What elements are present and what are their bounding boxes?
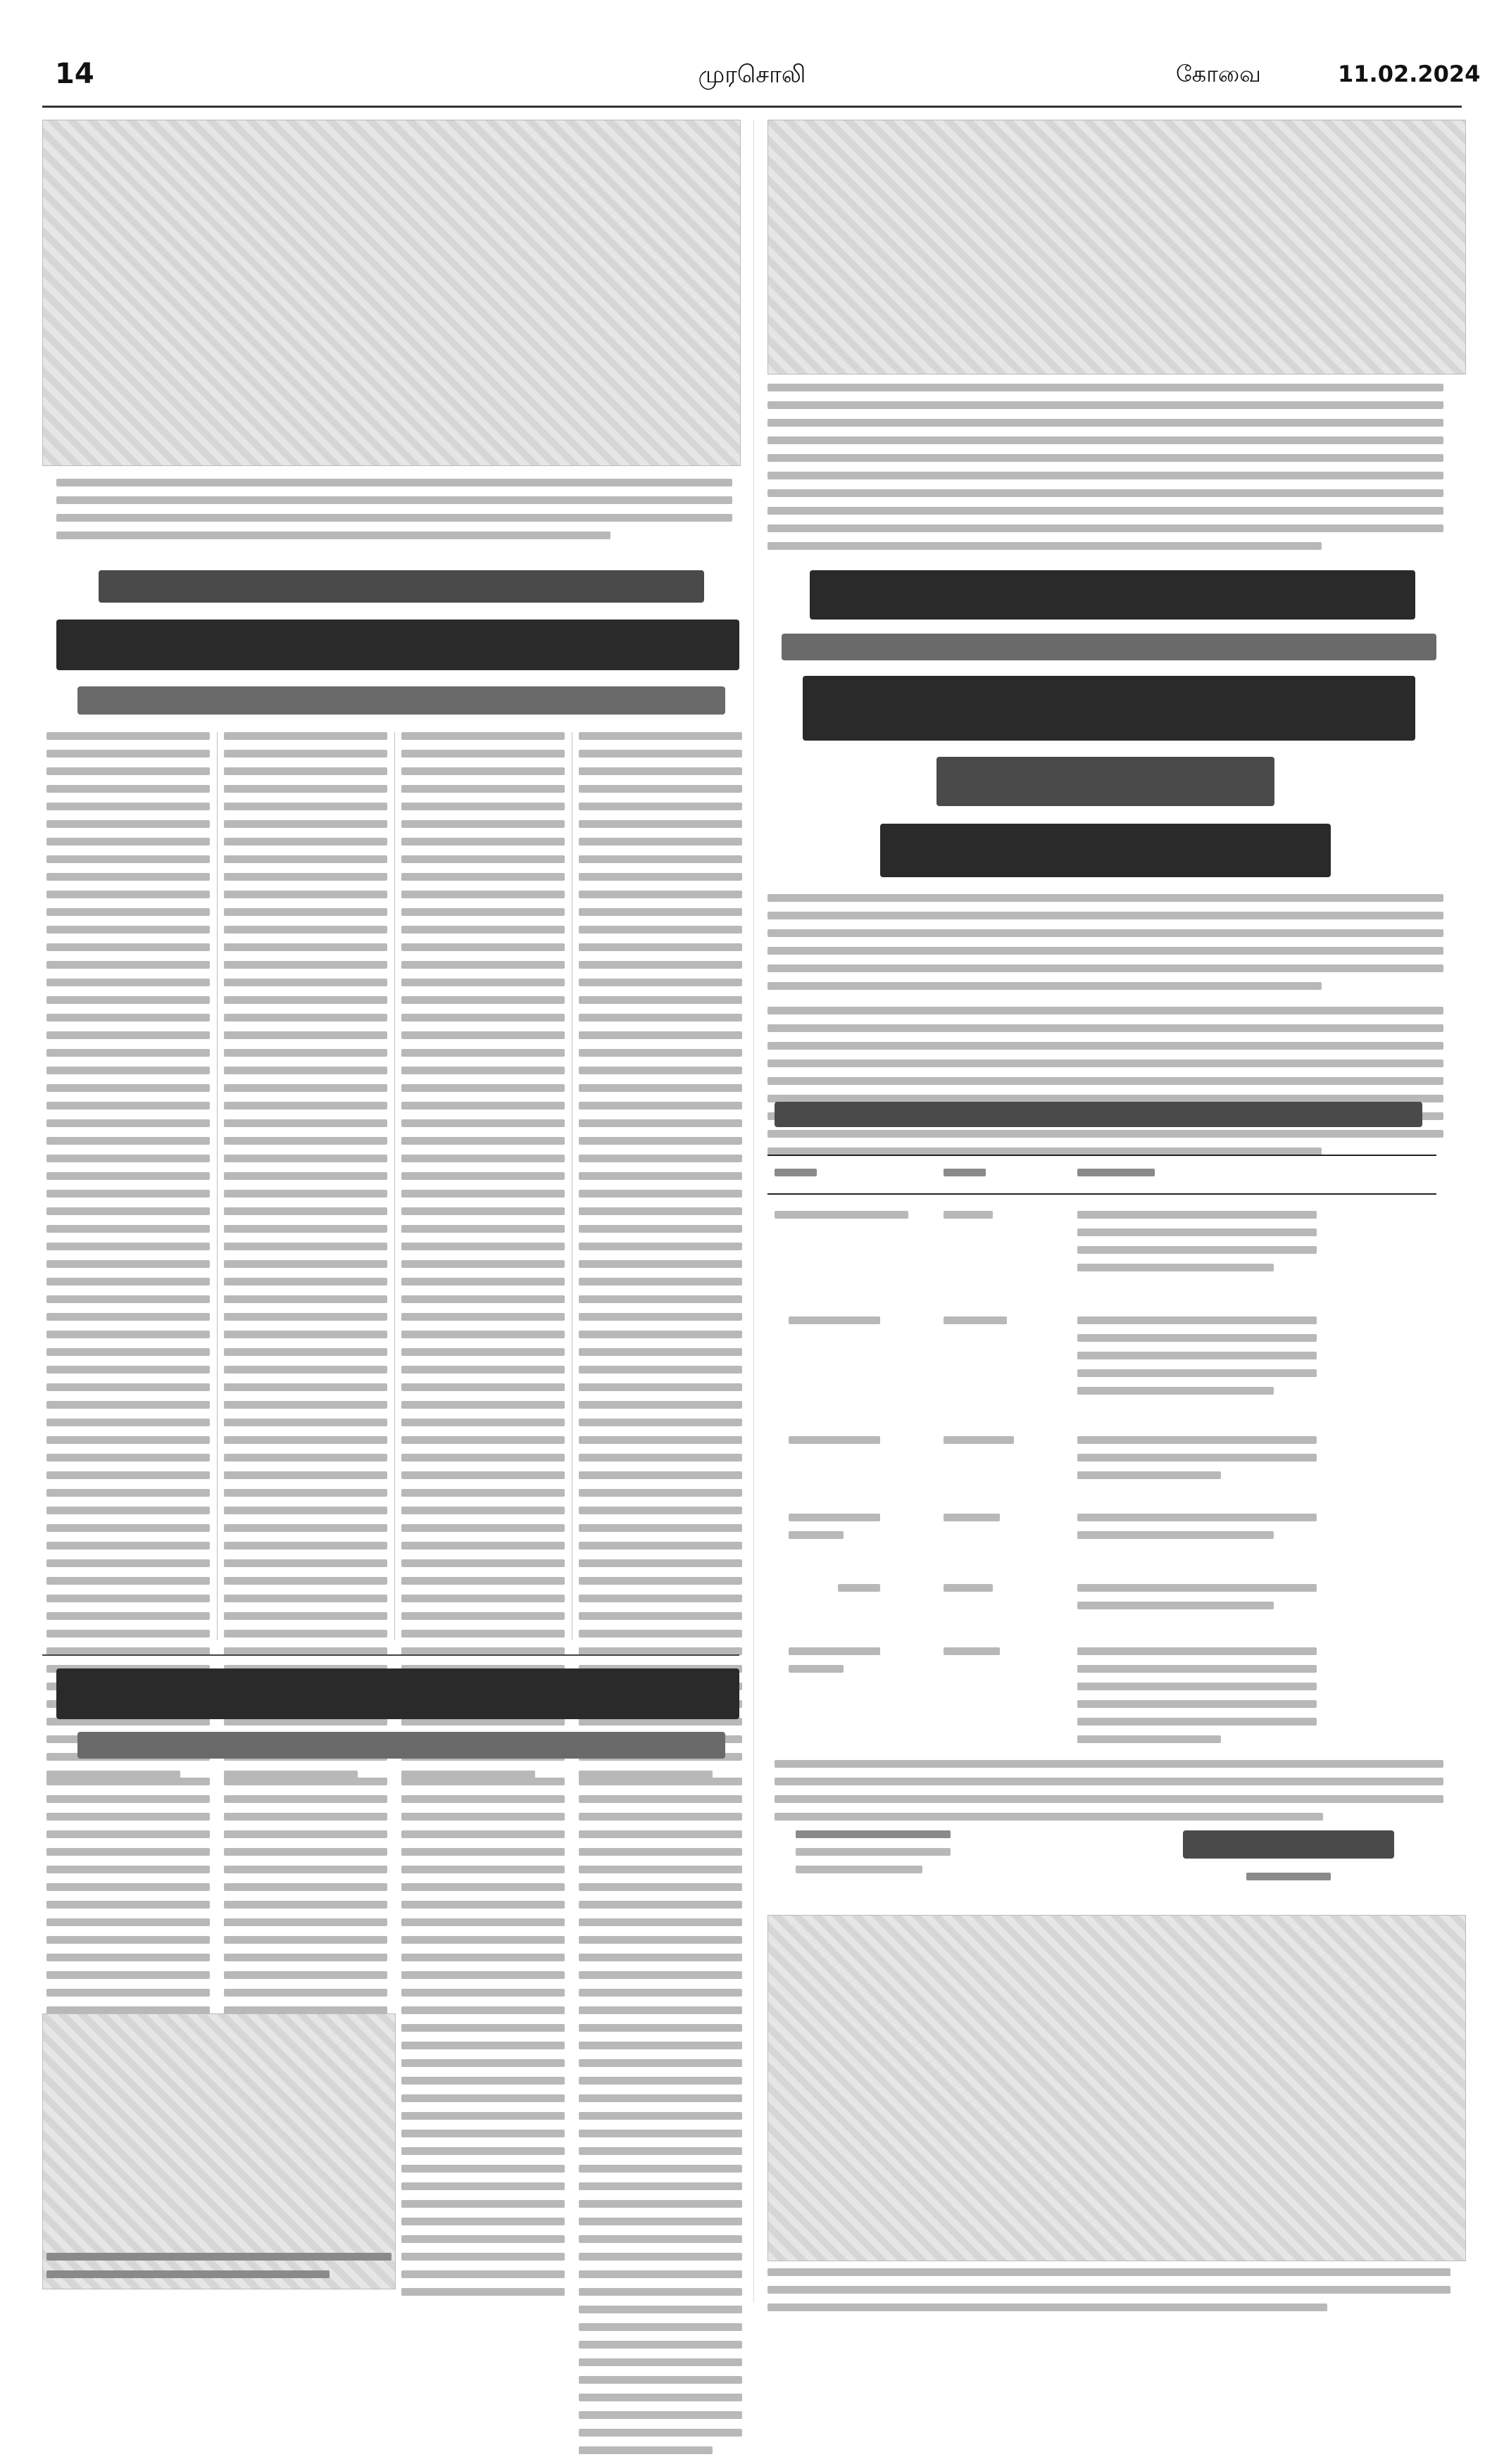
article-column-7: [401, 1778, 565, 2306]
column-gutter: [394, 732, 395, 1640]
article-column-6: [224, 1778, 387, 2042]
article-column-1: [46, 732, 210, 1788]
masthead-rule: [42, 106, 1462, 108]
signatory-org: [1246, 1873, 1331, 1880]
article-column-3: [401, 732, 565, 1788]
schedule-table: [767, 1126, 1436, 1760]
kicker-committee-tour: [782, 634, 1436, 660]
column-gutter: [217, 732, 218, 1640]
signatory-name: [1183, 1830, 1394, 1859]
photo-caption-conference: [767, 384, 1443, 560]
page-number: 14: [55, 58, 94, 90]
masthead: முரசொலி: [698, 61, 806, 89]
photo-conference: [767, 120, 1466, 375]
kicker-coimbatore: [99, 570, 704, 603]
subhead-trichy: [77, 1732, 725, 1759]
headline-manifesto-committee: [56, 1668, 739, 1719]
photo-cm-event: [767, 1915, 1466, 2261]
issuer-address: [796, 1830, 951, 1883]
photo-coimbatore-event: [42, 120, 741, 466]
issue-date: 11.02.2024: [1338, 61, 1481, 87]
article-column-2: [224, 732, 387, 1788]
photo-caption-cm-event: [767, 2268, 1450, 2321]
photo-trichy-event: [42, 2013, 396, 2289]
schedule-heading: [775, 1102, 1422, 1127]
photo-caption-coimbatore: [56, 479, 732, 549]
headline-hq-notice: [880, 824, 1331, 877]
revised-label: [936, 757, 1274, 806]
article-column-8: [579, 1778, 742, 2464]
section-divider: [42, 1654, 739, 1656]
headline-tour: [803, 676, 1415, 741]
page-gutter: [753, 120, 754, 2302]
edition-label: கோவை: [1176, 61, 1261, 87]
article-column-4: [579, 732, 742, 1788]
photo-caption-trichy: [46, 2253, 391, 2288]
footnote: [775, 1760, 1443, 1830]
article-column-5: [46, 1778, 210, 2042]
headline-election-2024: [810, 570, 1415, 620]
headline-insurance-cards: [56, 620, 739, 670]
subhead-ministers: [77, 686, 725, 715]
